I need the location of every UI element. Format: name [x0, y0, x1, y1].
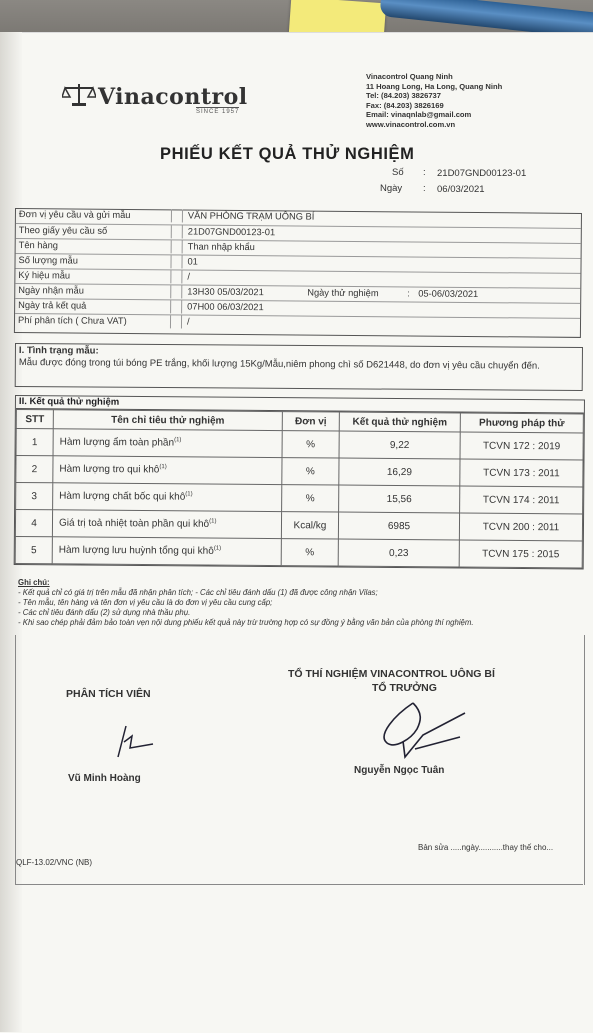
info-label: Số lượng mẫu — [18, 255, 78, 266]
sample-condition-section — [15, 343, 583, 391]
stt-cell: 3 — [16, 483, 53, 510]
column-header: Kết quả thử nghiệm — [339, 412, 460, 432]
results-section — [14, 395, 585, 569]
table-row — [15, 537, 582, 568]
scales-logo-icon — [62, 82, 96, 108]
info-label: Tên hàng — [18, 240, 59, 251]
form-code: QLF-13.02/VNC (NB) — [16, 858, 93, 867]
name-cell: Hàm lượng tro qui khô$^{(1)}$ — [53, 456, 282, 485]
info-value: / — [186, 316, 190, 327]
footer-divider — [15, 884, 583, 885]
method-cell: TCVN 173 : 2011 — [460, 459, 583, 487]
note-line: - Kết quả chỉ có giá trị trên mẫu đã nhận phân tích; - Các chỉ tiêu đánh dấu (1) đã được công nhận Vilas; — [18, 588, 378, 597]
sample-info-box — [14, 208, 582, 338]
ngay-label: Ngày — [380, 183, 403, 194]
name-cell: Hàm lượng ẩm toàn phần$^{(1)}$ — [53, 429, 282, 458]
note-line: - Tên mẫu, tên hàng và tên đơn vị yêu cầu là do đơn vị yêu cầu cung cấp; — [18, 598, 273, 607]
document-title: PHIẾU KẾT QUẢ THỬ NGHIỆM — [160, 145, 415, 163]
method-cell: TCVN 172 : 2019 — [460, 432, 583, 460]
column-header: Đơn vị — [282, 412, 339, 431]
column-header: Phương pháp thử — [460, 413, 583, 433]
name-cell: Hàm lượng lưu huỳnh tổng qui khô$^{(1)}$ — [52, 537, 281, 566]
result-cell: 0,23 — [338, 539, 459, 567]
info-label: Ngày nhận mẫu — [18, 285, 84, 296]
contact-line: Vinacontrol Quang Ninh — [366, 72, 453, 81]
test-date-label: Ngày thử nghiệm — [307, 287, 379, 299]
info-value: VĂN PHÒNG TRẠM UÔNG BÍ — [187, 210, 315, 222]
section-heading: II. Kết quả thử nghiệm — [16, 396, 584, 413]
result-cell: 15,56 — [339, 485, 460, 513]
result-cell: 6985 — [338, 512, 459, 540]
unit-cell: % — [282, 431, 339, 458]
contact-line: Fax: (84.203) 3826169 — [366, 100, 444, 110]
so-label: Số — [392, 167, 404, 178]
ngay-value: 06/03/2021 — [437, 184, 485, 195]
logo-since: SINCE 1957 — [196, 109, 240, 115]
contact-block — [366, 72, 502, 130]
info-value: 21D07GND00123-01 — [187, 226, 276, 238]
unit-cell: % — [281, 539, 338, 566]
unit-cell: Kcal/kg — [281, 512, 338, 539]
contact-line: Email: vinaqnlab@gmail.com — [366, 110, 472, 120]
info-label: Ký hiệu mẫu — [18, 270, 71, 281]
info-value: / — [187, 271, 191, 282]
stt-cell: 2 — [16, 456, 53, 483]
colon: : — [423, 167, 426, 178]
info-label: Đơn vị yêu cầu và gửi mẫu — [18, 209, 131, 221]
team-leader-title: TỔ TRƯỞNG — [372, 682, 437, 694]
analyst-signature-icon — [108, 722, 158, 762]
leader-signature-icon — [365, 695, 475, 765]
stt-cell: 5 — [15, 537, 52, 564]
column-header: STT — [16, 410, 53, 429]
stt-cell: 4 — [15, 510, 52, 537]
section-heading: I. Tình trạng mẫu: — [18, 345, 99, 357]
info-value: 01 — [187, 256, 198, 267]
note-line: - Các chỉ tiêu đánh dấu (2) sử dụng nhà thầu phụ. — [18, 608, 191, 617]
column-header: Tên chỉ tiêu thử nghiệm — [53, 410, 282, 431]
contact-line: 11 Hoang Long, Ha Long, Quang Ninh — [366, 81, 503, 91]
analyst-name: Vũ Minh Hoàng — [68, 773, 141, 784]
info-label: Theo giấy yêu cầu số — [18, 225, 108, 236]
unit-cell: % — [282, 458, 339, 485]
info-label: Phí phân tích ( Chưa VAT) — [17, 315, 127, 326]
colon: : — [423, 183, 426, 194]
lab-org-title: TỔ THÍ NGHIỆM VINACONTROL UÔNG BÍ — [288, 668, 495, 680]
method-cell: TCVN 200 : 2011 — [459, 513, 582, 541]
so-value: 21D07GND00123-01 — [437, 168, 527, 179]
method-cell: TCVN 175 : 2015 — [459, 540, 582, 568]
test-date-value: 05-06/03/2021 — [418, 288, 479, 300]
company-logo-text: Vinacontrol — [98, 84, 248, 110]
contact-line: www.vinacontrol.com.vn — [366, 119, 456, 129]
notes-heading: Ghi chú: — [18, 578, 50, 587]
name-cell: Hàm lượng chất bốc qui khô$^{(1)}$ — [53, 483, 282, 512]
result-cell: 9,22 — [339, 431, 460, 459]
revision-note: Bản sửa .....ngày...........thay thế cho... — [418, 843, 554, 852]
sample-condition-text: Mẫu được đóng trong túi bóng PE trắng, khối lượng 15Kg/Mẫu,niêm phong chì số D621448, do đơn vị yêu cầu chuyển đến. — [18, 357, 540, 372]
analyst-title: PHÂN TÍCH VIÊN — [66, 688, 151, 700]
info-label: Ngày trả kết quả — [18, 300, 87, 311]
name-cell: Giá trị toả nhiệt toàn phần qui khô$^{(1)}$ — [52, 510, 281, 539]
result-cell: 16,29 — [339, 458, 460, 486]
info-value: 07H00 06/03/2021 — [187, 301, 264, 313]
leader-name: Nguyễn Ngọc Tuân — [354, 765, 445, 776]
results-table — [15, 409, 584, 568]
contact-line: Tel: (84.203) 3826737 — [366, 91, 442, 101]
note-line: - Khi sao chép phải đảm bảo toàn vẹn nội dung phiếu kết quả này trừ trường hợp có sự đồng ý bằng văn bản của phòng thí nghiệm. — [18, 618, 474, 627]
stt-cell: 1 — [16, 429, 53, 456]
info-row: Ngày nhận mẫu 13H30 05/03/2021 Ngày thử nghiệm : 05-06/03/2021 — [15, 283, 580, 302]
info-value: Than nhập khẩu — [187, 241, 255, 253]
method-cell: TCVN 174 : 2011 — [460, 486, 583, 514]
notes-block — [18, 578, 474, 628]
info-value: 13H30 05/03/2021 — [187, 286, 264, 298]
unit-cell: % — [282, 485, 339, 512]
